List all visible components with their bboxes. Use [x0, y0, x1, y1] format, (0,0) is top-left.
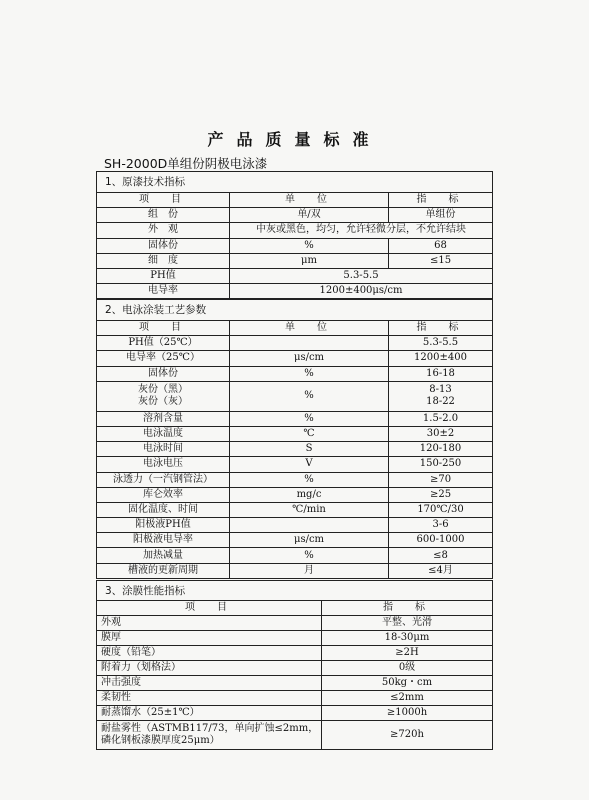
- item-cell: 附着力（划格法）: [97, 661, 322, 676]
- unit-cell: %: [230, 472, 389, 487]
- item-cell: 灰份（黑） 灰份（灰）: [97, 381, 230, 411]
- film-performance-table: [96, 580, 493, 750]
- unit-cell: %: [230, 366, 389, 381]
- item-cell: 库仑效率: [97, 487, 230, 502]
- table-row: [97, 426, 493, 441]
- table-row: [97, 563, 493, 578]
- table-row: [97, 411, 493, 426]
- item-cell: 膜厚: [97, 631, 322, 646]
- value-cell: 120-180: [389, 442, 493, 457]
- item-cell: 固体份: [97, 366, 230, 381]
- table-row: [97, 268, 493, 283]
- value-cell: 600-1000: [389, 533, 493, 548]
- section-heading: 2、电泳涂装工艺参数: [97, 300, 493, 321]
- unit-cell: 单/双: [230, 208, 389, 223]
- column-header: 指 标: [322, 601, 493, 616]
- table-row: [97, 366, 493, 381]
- value-cell: 18-30μm: [322, 631, 493, 646]
- value-cell: 1.5-2.0: [389, 411, 493, 426]
- value-cell: 16-18: [389, 366, 493, 381]
- column-header: 单 位: [230, 193, 389, 208]
- value-cell: 8-13 18-22: [389, 381, 493, 411]
- value-cell: ≤15: [389, 253, 493, 268]
- value-cell: ≤8: [389, 548, 493, 563]
- table-row: [97, 336, 493, 351]
- electrocoating-process-table: [96, 299, 493, 579]
- value-cell: 5.3-5.5: [389, 336, 493, 351]
- unit-cell: mg/c: [230, 487, 389, 502]
- table-row: [97, 676, 493, 691]
- item-cell: 加热减量: [97, 548, 230, 563]
- table-row: [97, 548, 493, 563]
- unit-cell: V: [230, 457, 389, 472]
- table-row: [97, 533, 493, 548]
- raw-paint-spec-table: [96, 171, 493, 299]
- table-row: [97, 223, 493, 238]
- table-row: [97, 691, 493, 706]
- table-row: [97, 442, 493, 457]
- item-cell: 硬度（铅笔）: [97, 646, 322, 661]
- item-cell: 柔韧性: [97, 691, 322, 706]
- table-row: [97, 721, 493, 750]
- item-cell: PH值（25℃）: [97, 336, 230, 351]
- value-cell: 170℃/30: [389, 502, 493, 517]
- value-cell: 1200±400μs/cm: [230, 284, 493, 299]
- unit-cell: %: [230, 238, 389, 253]
- value-cell: ≤2mm: [322, 691, 493, 706]
- unit-cell: %: [230, 548, 389, 563]
- table-row: [97, 487, 493, 502]
- item-cell: 外观: [97, 616, 322, 631]
- value-cell: 150-250: [389, 457, 493, 472]
- value-cell: 30±2: [389, 426, 493, 441]
- unit-cell: S: [230, 442, 389, 457]
- unit-cell: [230, 518, 389, 533]
- table-row: [97, 253, 493, 268]
- value-cell: 单组份: [389, 208, 493, 223]
- value-cell: ≥70: [389, 472, 493, 487]
- value-cell: 5.3-5.5: [230, 268, 493, 283]
- item-cell: 细 度: [97, 253, 230, 268]
- item-cell: 冲击强度: [97, 676, 322, 691]
- product-name: SH-2000D单组份阴极电泳漆: [104, 156, 268, 171]
- table-row: [97, 646, 493, 661]
- unit-cell: %: [230, 381, 389, 411]
- item-cell: PH值: [97, 268, 230, 283]
- table-row: [97, 518, 493, 533]
- item-cell: 泳透力（一汽钢管法）: [97, 472, 230, 487]
- table-row: [97, 381, 493, 411]
- item-cell: 电导率: [97, 284, 230, 299]
- value-cell: 50kg・cm: [322, 676, 493, 691]
- item-cell: 电导率（25℃）: [97, 351, 230, 366]
- section-heading: 3、涂膜性能指标: [97, 581, 493, 601]
- unit-cell: μm: [230, 253, 389, 268]
- unit-cell: ℃/min: [230, 502, 389, 517]
- table-row: [97, 472, 493, 487]
- column-header: 项 目: [97, 601, 322, 616]
- value-cell: 中灰或黑色，均匀，允许轻微分层，不允许结块: [230, 223, 493, 238]
- item-cell: 固化温度、时间: [97, 502, 230, 517]
- value-cell: ≥25: [389, 487, 493, 502]
- section-heading: 1、原漆技术指标: [97, 172, 493, 193]
- value-cell: ≥1000h: [322, 706, 493, 721]
- unit-cell: ℃: [230, 426, 389, 441]
- table-row: [97, 706, 493, 721]
- table-row: [97, 284, 493, 299]
- item-cell: 阳极液PH值: [97, 518, 230, 533]
- item-cell: 耐盐雾性（ASTMB117/73，单向扩蚀≤2mm，磷化钢板漆膜厚度25μm）: [97, 721, 322, 750]
- item-cell: 溶剂含量: [97, 411, 230, 426]
- unit-cell: 月: [230, 563, 389, 578]
- column-header: 指 标: [389, 321, 493, 336]
- item-cell: 固体份: [97, 238, 230, 253]
- value-cell: 1200±400: [389, 351, 493, 366]
- table-row: [97, 631, 493, 646]
- value-cell: 68: [389, 238, 493, 253]
- table-row: [97, 502, 493, 517]
- table-row: [97, 238, 493, 253]
- item-cell: 外 观: [97, 223, 230, 238]
- value-cell: 0级: [322, 661, 493, 676]
- item-cell: 电泳温度: [97, 426, 230, 441]
- page-title: 产品质量标准: [207, 130, 382, 149]
- value-cell: ≤4月: [389, 563, 493, 578]
- unit-cell: %: [230, 411, 389, 426]
- item-cell: 组 份: [97, 208, 230, 223]
- item-cell: 电泳时间: [97, 442, 230, 457]
- column-header: 单 位: [230, 321, 389, 336]
- unit-cell: μs/cm: [230, 533, 389, 548]
- table-row: [97, 661, 493, 676]
- column-header: 项 目: [97, 193, 230, 208]
- table-row: [97, 208, 493, 223]
- value-cell: ≥2H: [322, 646, 493, 661]
- table-row: [97, 351, 493, 366]
- unit-cell: μs/cm: [230, 351, 389, 366]
- value-cell: 平整、光滑: [322, 616, 493, 631]
- table-row: [97, 457, 493, 472]
- item-cell: 电泳电压: [97, 457, 230, 472]
- item-cell: 耐蒸馏水（25±1℃）: [97, 706, 322, 721]
- item-cell: 阳极液电导率: [97, 533, 230, 548]
- column-header: 项 目: [97, 321, 230, 336]
- value-cell: 3-6: [389, 518, 493, 533]
- table-row: [97, 616, 493, 631]
- value-cell: ≥720h: [322, 721, 493, 750]
- column-header: 指 标: [389, 193, 493, 208]
- unit-cell: [230, 336, 389, 351]
- item-cell: 槽液的更新周期: [97, 563, 230, 578]
